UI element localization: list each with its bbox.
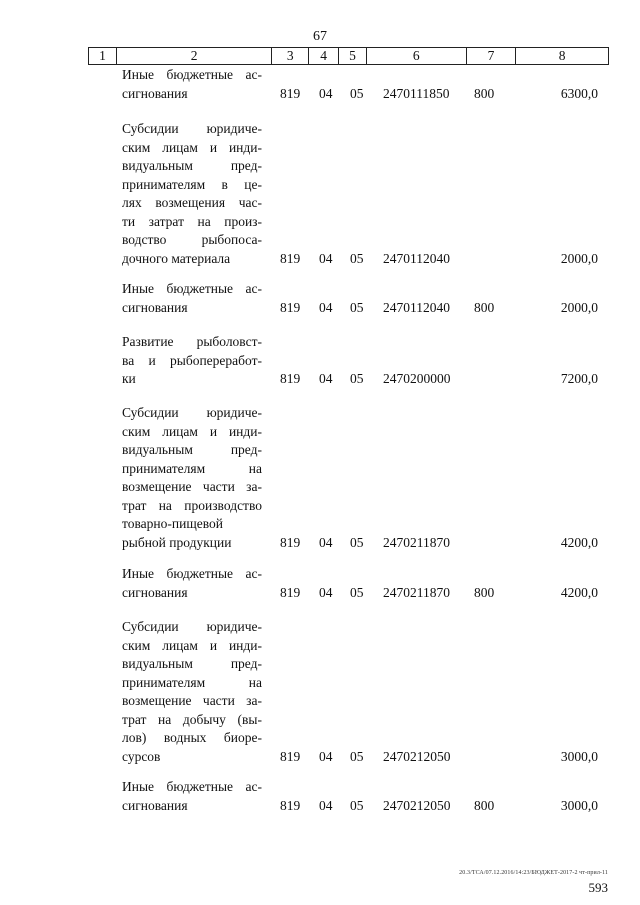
cell-col-5: 05 — [350, 584, 364, 600]
cell-col-5: 05 — [350, 797, 364, 813]
cell-col-7: 800 — [474, 797, 495, 813]
description-line: трат на добычу (вы- — [122, 711, 262, 727]
description-line: Иные бюджетные ас- — [122, 67, 262, 82]
header-col-4: 4 — [309, 48, 339, 64]
cell-col-3: 819 — [280, 299, 301, 315]
cell-col-3: 819 — [280, 584, 301, 600]
cell-col-8: 6300,0 — [560, 85, 598, 101]
description-line: Субсидии юридиче- — [122, 405, 262, 420]
description-line: лях возмещения час- — [122, 195, 262, 210]
description-line: принимателям в це- — [122, 176, 262, 192]
cell-col-4: 04 — [319, 371, 333, 386]
description-line: принимателям на — [122, 460, 262, 476]
row-description — [122, 66, 262, 103]
description-line: ва и рыбопереработ- — [122, 352, 262, 368]
cell-col-7: 800 — [474, 584, 495, 600]
cell-col-6: 2470211870 — [383, 534, 450, 550]
cell-col-4: 04 — [319, 584, 333, 600]
cell-col-8: 3000,0 — [560, 797, 598, 813]
description-line: Субсидии юридиче- — [122, 121, 262, 136]
cell-col-5: 05 — [350, 85, 364, 101]
cell-col-3: 819 — [280, 371, 301, 386]
header-col-2: 2 — [117, 48, 272, 64]
description-line: лов) водных биоре- — [122, 730, 262, 745]
cell-col-4: 04 — [319, 299, 333, 315]
description-line: ским лицам и инди- — [122, 139, 262, 155]
header-col-5: 5 — [339, 48, 367, 64]
description-line: видуальным пред- — [122, 158, 262, 173]
header-col-8: 8 — [558, 48, 566, 63]
cell-col-6: 2470212050 — [383, 797, 451, 813]
row-description — [122, 280, 262, 317]
cell-col-6: 2470111850 — [383, 85, 450, 101]
footer-page-number: 593 — [588, 880, 608, 895]
description-line: Иные бюджетные ас- — [122, 779, 262, 794]
cell-col-4: 04 — [319, 534, 333, 550]
cell-col-6: 2470211870 — [383, 584, 450, 600]
cell-col-3: 819 — [280, 797, 301, 813]
page-number: 67 — [313, 29, 327, 44]
cell-col-4: 04 — [319, 797, 333, 813]
cell-col-4: 04 — [319, 85, 333, 101]
cell-col-7: 800 — [474, 299, 495, 315]
description-line: Субсидии юридиче- — [122, 619, 262, 634]
description-line: сигнования — [122, 299, 188, 315]
document-code: 20.3/ТСА/07.12.2016/14:23/БЮДЖЕТ-2017-2 чт-прил-11 — [459, 870, 608, 876]
cell-col-5: 05 — [350, 250, 364, 266]
cell-col-6: 2470112040 — [383, 299, 450, 315]
description-line: возмещение части за- — [122, 479, 262, 494]
description-line: Иные бюджетные ас- — [122, 566, 262, 581]
cell-col-4: 04 — [319, 250, 333, 266]
table-header — [88, 47, 609, 65]
header-col-3: 3 — [272, 48, 309, 64]
description-line: принимателям на — [122, 674, 262, 690]
description-line: дочного материала — [122, 250, 231, 266]
row-description — [122, 618, 262, 766]
description-line: сурсов — [122, 748, 161, 764]
cell-col-8: 7200,0 — [560, 371, 598, 386]
cell-col-8: 4200,0 — [560, 534, 598, 550]
cell-col-6: 2470200000 — [383, 371, 451, 386]
cell-col-5: 05 — [350, 371, 364, 386]
cell-col-5: 05 — [350, 299, 364, 315]
row-description — [122, 333, 262, 389]
description-line: Развитие рыболовст- — [122, 334, 262, 349]
description-line: возмещение части за- — [122, 693, 262, 708]
cell-col-5: 05 — [350, 534, 364, 550]
description-line: товарно-пищевой — [122, 516, 223, 531]
description-line: сигнования — [122, 85, 188, 101]
cell-col-6: 2470212050 — [383, 748, 451, 764]
cell-col-3: 819 — [280, 534, 301, 550]
header-col-7: 7 — [467, 48, 517, 64]
header-col-6: 6 — [367, 48, 467, 64]
cell-col-8: 3000,0 — [560, 748, 598, 764]
description-line: ским лицам и инди- — [122, 637, 262, 653]
description-line: Иные бюджетные ас- — [122, 281, 262, 296]
row-description — [122, 565, 262, 602]
cell-col-3: 819 — [280, 748, 301, 764]
description-line: рыбной продукции — [122, 534, 232, 550]
description-line: ским лицам и инди- — [122, 423, 262, 439]
row-description — [122, 778, 262, 815]
cell-col-3: 819 — [280, 85, 301, 101]
description-line: водство рыбопоса- — [122, 232, 262, 247]
cell-col-8: 2000,0 — [560, 250, 598, 266]
description-line: трат на производство — [122, 497, 262, 513]
row-description — [122, 404, 262, 552]
row-description — [122, 120, 262, 268]
description-line: сигнования — [122, 584, 188, 600]
cell-col-5: 05 — [350, 748, 364, 764]
cell-col-8: 2000,0 — [560, 299, 598, 315]
cell-col-7: 800 — [474, 85, 495, 101]
header-col-1: 1 — [89, 48, 117, 64]
description-line: видуальным пред- — [122, 656, 262, 671]
cell-col-6: 2470112040 — [383, 250, 450, 266]
description-line: сигнования — [122, 797, 188, 813]
description-line: ки — [122, 371, 136, 386]
description-line: ти затрат на произ- — [122, 213, 262, 229]
cell-col-8: 4200,0 — [560, 584, 598, 600]
description-line: видуальным пред- — [122, 442, 262, 457]
cell-col-4: 04 — [319, 748, 333, 764]
cell-col-3: 819 — [280, 250, 301, 266]
